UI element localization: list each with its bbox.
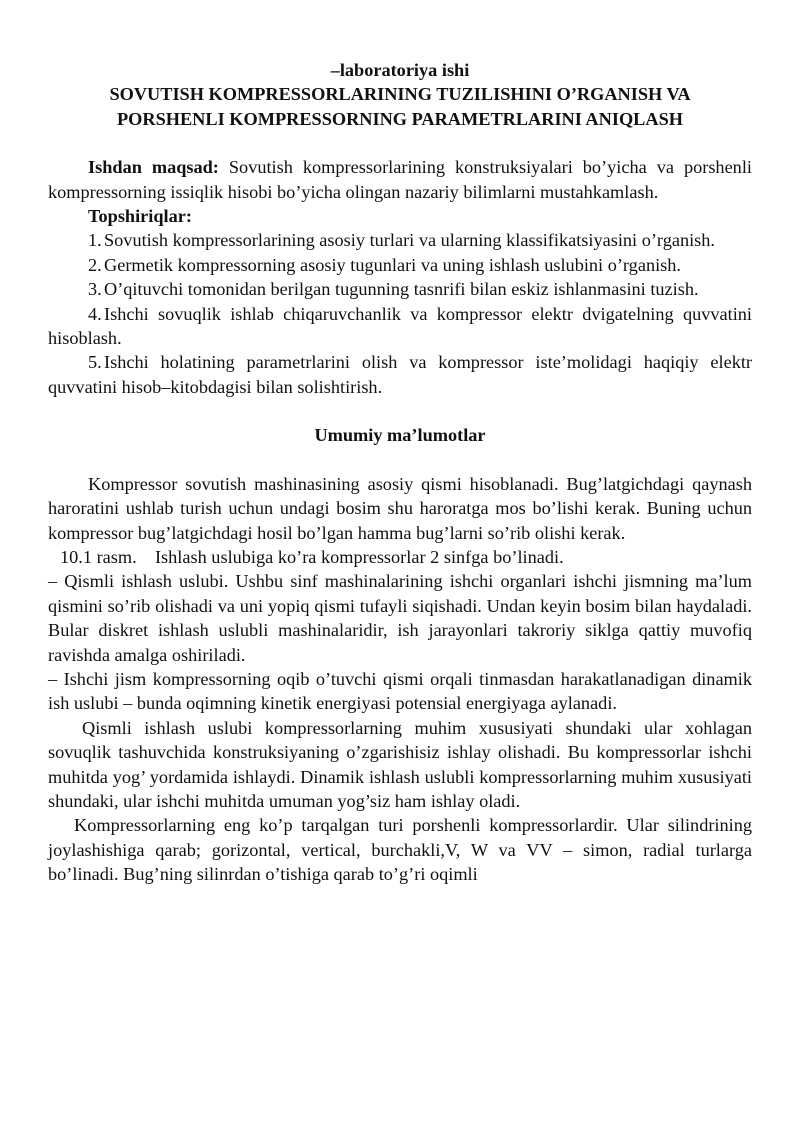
task-number: 1. <box>88 230 102 251</box>
task-text: Ishchi holatining parametrlarini olish va kompressor iste’molidagi haqiqiy elektr quvvatini hisob–kitobdagisi bilan solishtirish. <box>48 352 752 397</box>
task-number: 5. <box>88 352 102 373</box>
spacer <box>48 399 752 423</box>
task-text: Germetik kompressorning asosiy tugunlari va uning ishlash uslubini o’rganish. <box>104 254 681 275</box>
figure-caption: 10.1 rasm. Ishlash uslubiga ko’ra kompressorlar 2 sinfga bo’linadi. <box>60 546 564 567</box>
task-item <box>48 228 752 252</box>
document-page <box>48 58 752 887</box>
task-item <box>48 302 752 351</box>
task-number: 2. <box>88 254 102 275</box>
task-text: Ishchi sovuqlik ishlab chiqaruvchanlik va kompressor elektr dvigatelning quvvatini hisoblash. <box>48 303 752 349</box>
task-item <box>48 350 752 399</box>
paragraph-properties: Qismli ishlash uslubi kompressorlarning muhim xususiyati shundaki ular xohlagan sovuqlik tashuvchida konstruksiyaning o’zgarishisiz ishlay olishadi. Bu kompressorlar ishchi muhitda yog’ yordamida ishlaydi. Dinamik ishlash uslubli kompressorlarning muhim xususiyati shundaki, ular ishchi muhitda umuman yog’siz ham ishlay oladi. <box>48 717 752 811</box>
task-number: 3. <box>88 279 102 300</box>
task-text: Sovutish kompressorlarining asosiy turlari va ularning klassifikatsiyasini o’rganish. <box>104 230 715 251</box>
paragraph-discrete: – Qismli ishlash uslubi. Ushbu sinf mashinalarining ishchi organlari ishchi jismning ma’lum qismini so’rib olishadi va uni yopiq qismi tufayli siqishadi. Undan keyin bosim bilan haydaladi. Bular diskret ishlash uslubli mashinalaridir, ish jarayonlari takroriy siklga qattiy muvofiq ravishda amalga oshiriladi. <box>48 571 752 665</box>
task-item <box>48 253 752 277</box>
section-heading: Umumiy ma’lumotlar <box>314 425 486 446</box>
paragraph-intro: Kompressor sovutish mashinasining asosiy qismi hisoblanadi. Bug’latgichdagi qaynash haroratini ushlab turish uchun undagi bosim shu haroratga mos bo’lishi kerak. Buning uchun kompressor bug’latgichdagi hosil bo’lgan hamma bug’larni so’rib olishi kerak. <box>48 473 752 543</box>
paragraph-dynamic: – Ishchi jism kompressorning oqib o’tuvchi qismi orqali tinmasdan harakatlanadigan dinamik ish uslubi – bunda oqimning kinetik energiyasi potensial energiyaga aylanadi. <box>48 668 752 714</box>
spacer <box>48 131 752 155</box>
paragraph-piston: Kompressorlarning eng ko’p tarqalgan turi porshenli kompressorlardir. Ular silindrining joylashishiga qarab; gorizontal, vertical, burchakli,V, W va VV – simon, radial turlarga bo’linadi. Bug’ning silinrdan o’tishiga qarab to’g’ri oqimli <box>48 815 752 885</box>
aim-text: Sovutish kompressorlarining konstruksiyalari bo’yicha va porshenli kompressorning issiqlik hisobi bo’yicha olingan nazariy bilimlarni mustahkamlash. <box>48 157 752 202</box>
title-line-1: SOVUTISH KOMPRESSORLARINING TUZILISHINI O’RGANISH VA <box>109 84 691 105</box>
task-number: 4. <box>88 303 102 324</box>
aim-paragraph <box>48 155 752 204</box>
tasks-label: Topshiriqlar: <box>88 206 192 227</box>
lab-number: –laboratoriya ishi <box>330 60 470 80</box>
task-text: O’qituvchi tomonidan berilgan tugunning tasnrifi bilan eskiz ishlanmasini tuzish. <box>104 279 699 300</box>
spacer <box>48 448 752 472</box>
title-line-2: PORSHENLI KOMPRESSORNING PARAMETRLARINI ANIQLASH <box>117 108 683 129</box>
aim-label: Ishdan maqsad: <box>88 157 219 178</box>
task-item <box>48 277 752 301</box>
